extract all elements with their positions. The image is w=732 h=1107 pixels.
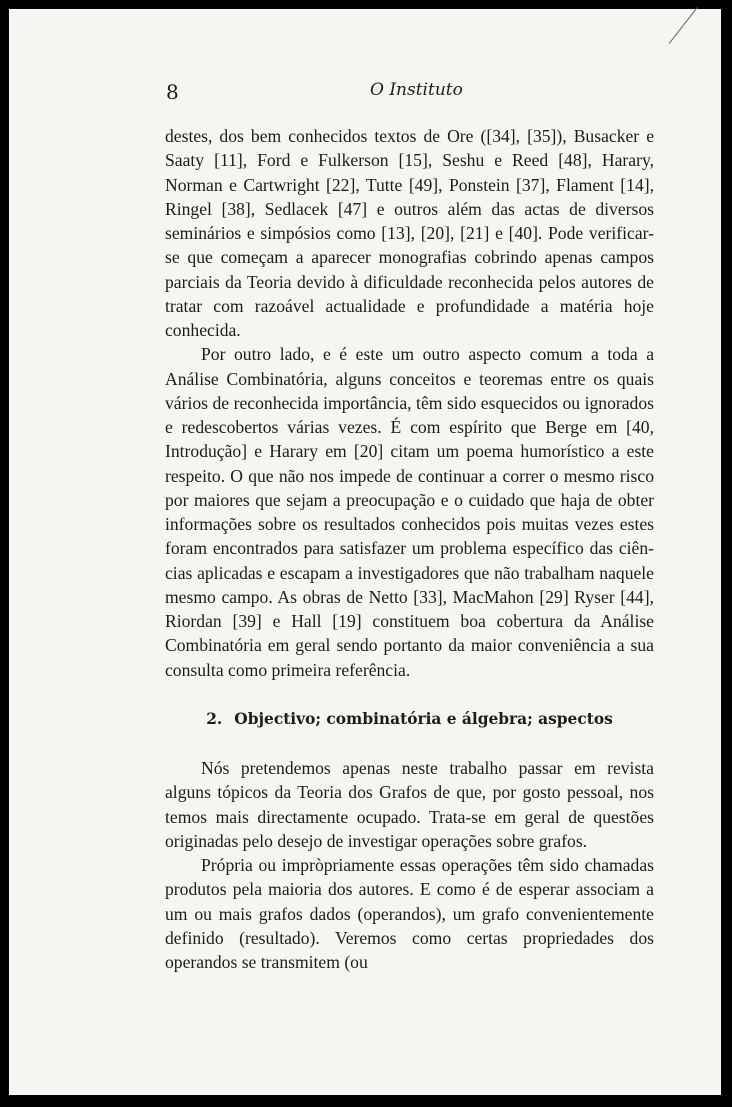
paragraph: Própria ou impròpriamente essas operações têm sido chamadas produtos pela maioria dos autores. E como é de esperar associam a um ou mais grafos dados (operandos), um grafo convenientemente definido (resultado). Veremos como certas propriedades dos operandos se transmitem (ou <box>165 855 654 972</box>
document-page <box>9 9 721 1095</box>
paragraph: Nós pretendemos apenas neste trabalho passar em revista alguns tópicos da Teoria dos Grafos de que, por gosto pessoal, nos temos mais directamente ocupado. Trata-se em geral de questões originadas pelo desejo de investigar operações sobre grafos. <box>165 758 654 851</box>
section-heading <box>165 707 654 731</box>
body-text <box>165 124 654 974</box>
page-number: 8 <box>166 80 179 104</box>
paragraph: Por outro lado, e é este um outro aspecto comum a toda a Análise Combinatória, alguns conceitos e teoremas entre os quais vários de reconhecida importância, têm sido esquecidos ou ignorados e redescobertos várias vezes. É com espírito que Berge em [40, Introdução] e Harary em [20] citam um poema humorístico a este respeito. O que não nos impede de continuar a correr o mesmo risco por maiores que sejam a preocupação e o cuidado que haja de obter informações sobre os resultados conhecidos pois muitas vezes estes foram encontrados para satisfazer um problema específico das ciências aplicadas e escapam a investigadores que não trabalham naquele mesmo campo. As obras de Netto [33], MacMahon [29] Ryser [44], Riordan [39] e Hall [19] constituem boa cobertura da Análise Combinatória em geral sendo portanto da maior conveniência a sua consulta como primeira referência. <box>165 344 654 680</box>
paragraph: destes, dos bem conhecidos textos de Ore ([34], [35]), Busacker e Saaty [11], Ford e Fulkerson [15], Seshu e Reed [48], Harary, Norman e Cartwright [22], Tutte [49], Ponstein [37], Flament [14], Ringel [38], Sedlacek [47] e outros além das actas de diversos seminários e simpósios como [13], [20], [21] e [40]. Pode verificar-se que começam a aparecer monografias cobrindo apenas campos parciais da Teoria devido à dificuldade reconhecida pelos autores de tratar com razoável actualidade e profundidade a matéria hoje conhecida. <box>165 126 654 340</box>
pen-mark <box>669 7 698 44</box>
section-title: Objectivo; combinatória e álgebra; aspectos <box>234 709 613 728</box>
running-title: O Instituto <box>370 80 463 100</box>
section-number: 2. <box>206 709 223 728</box>
